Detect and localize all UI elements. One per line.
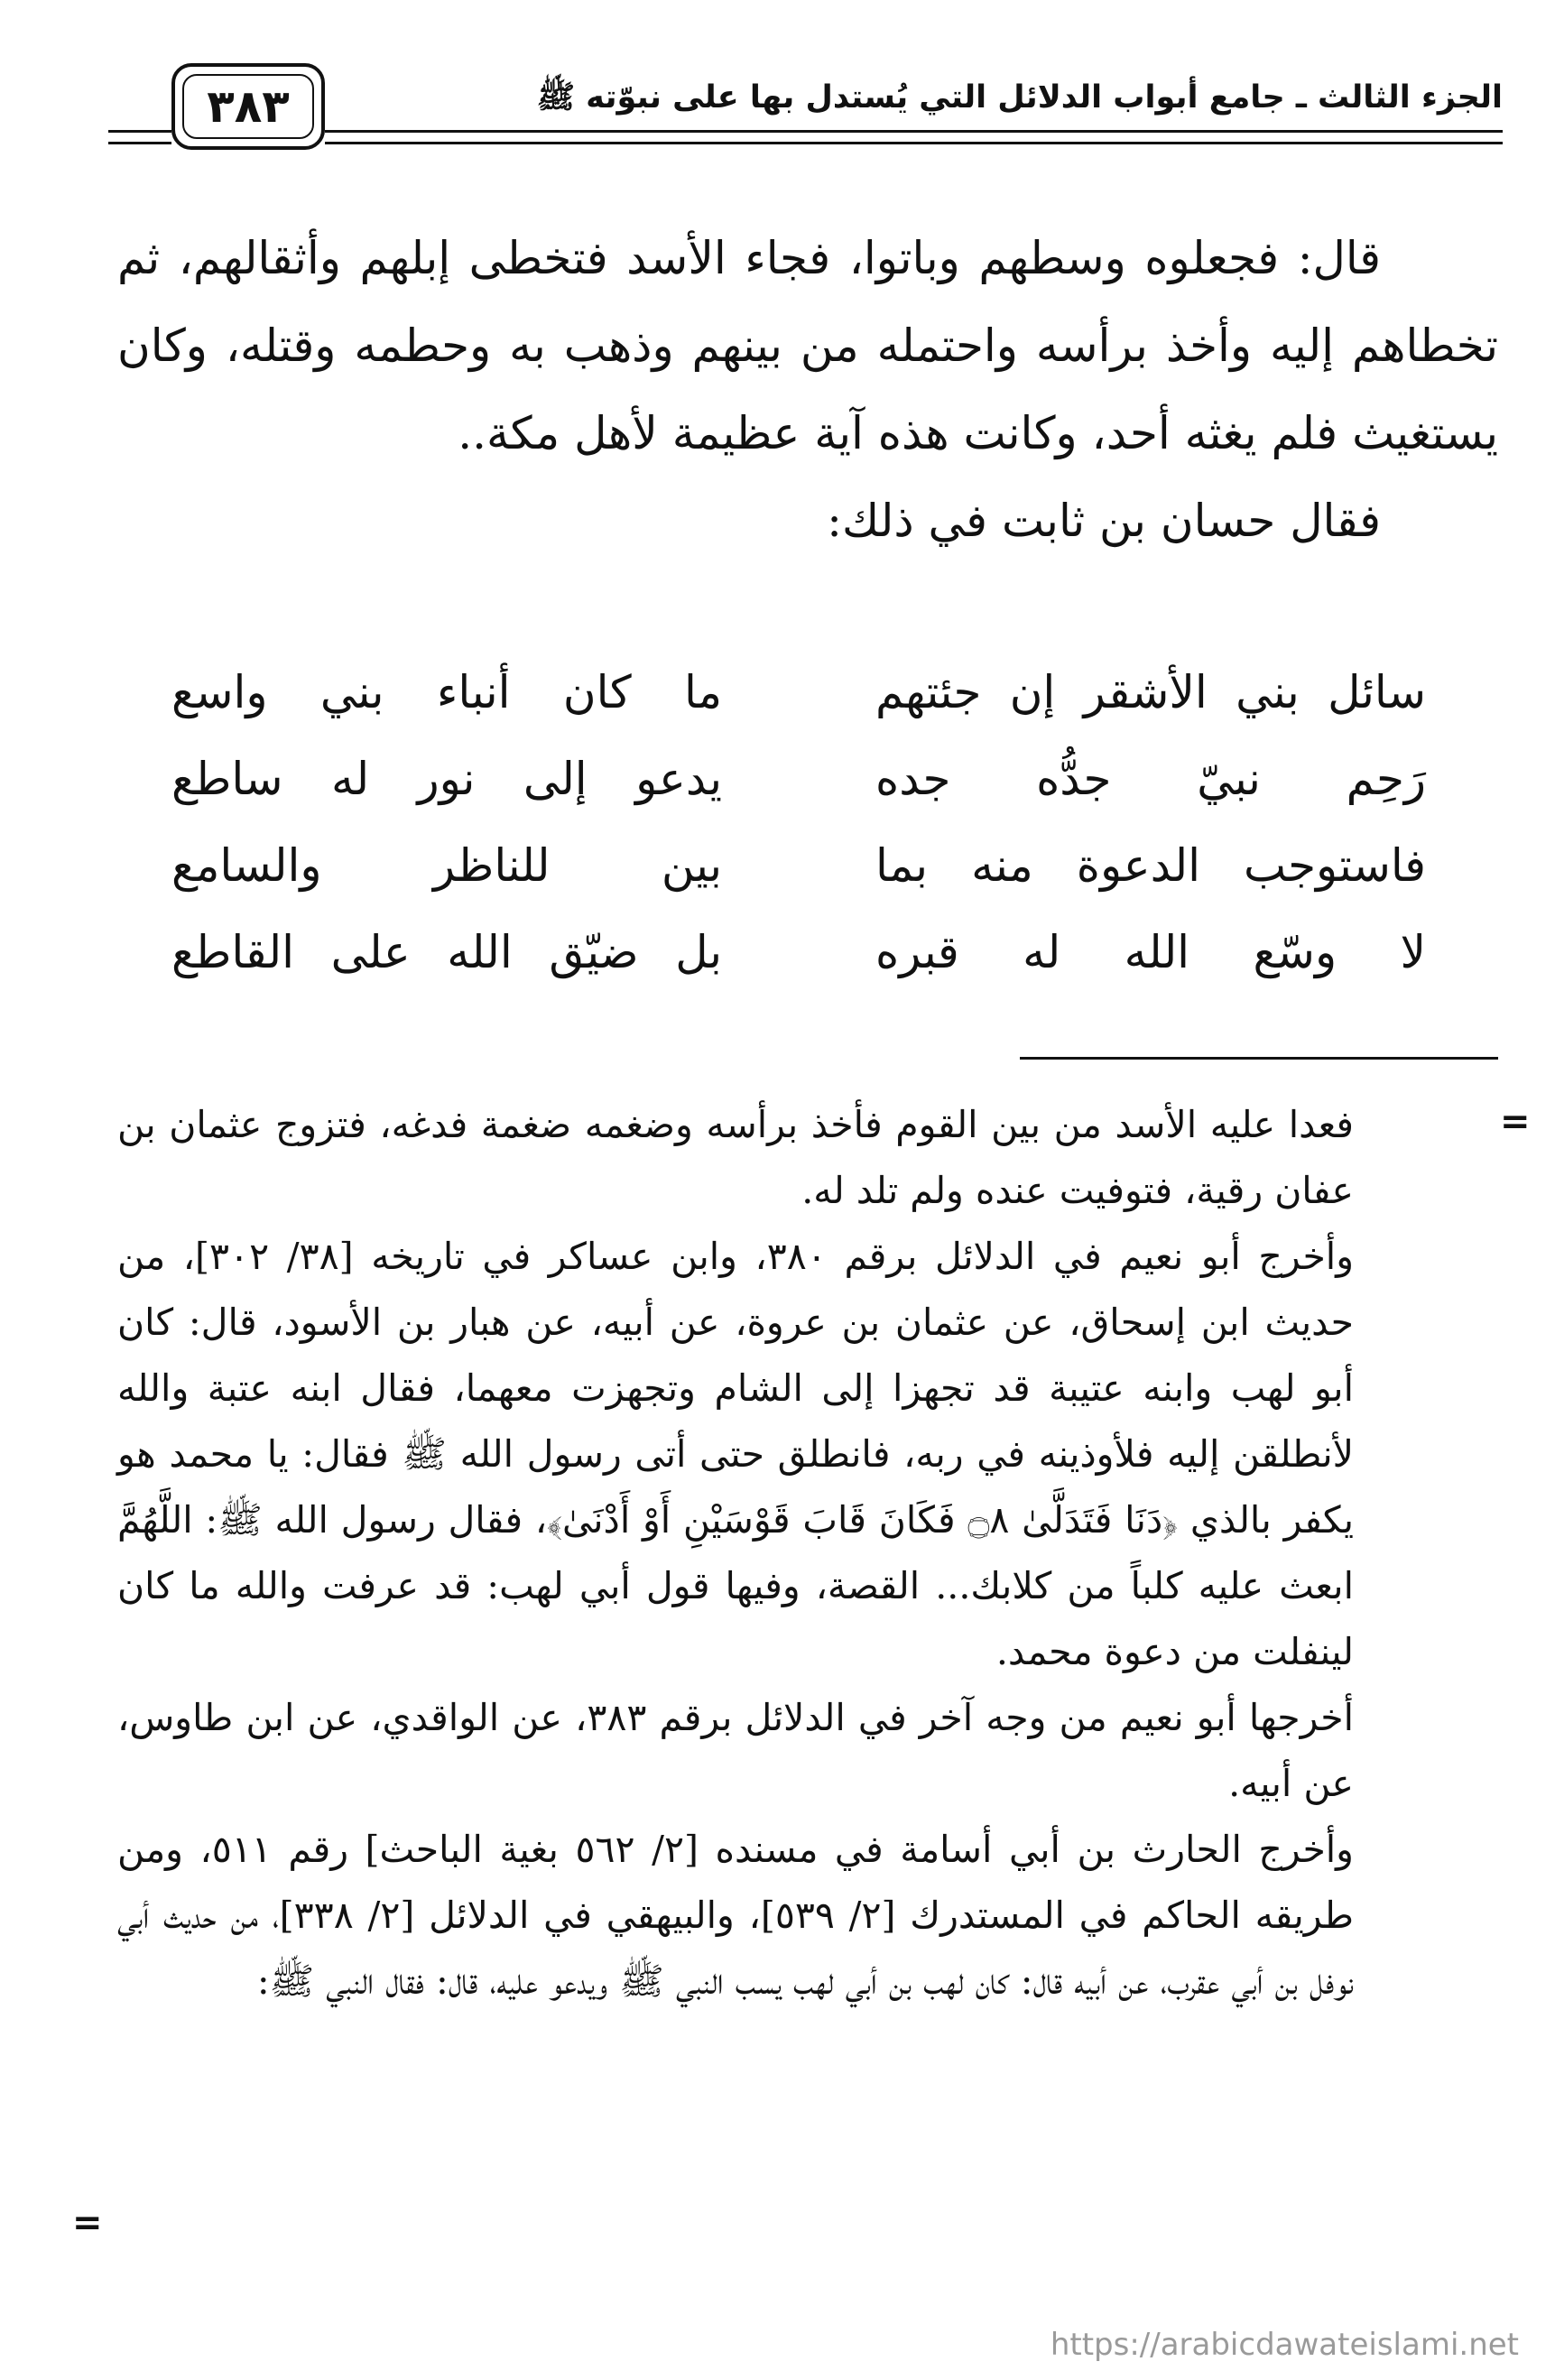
footnote-continuation-mark-bottom: = <box>72 2202 103 2244</box>
running-title: الجزء الثالث ـ جامع أبواب الدلائل التي يُستدل بها على نبوّته ﷺ <box>536 79 1503 116</box>
footnote-paragraph: وأخرج الحارث بن أبي أسامة في مسنده [٢/ ٥٦٢ بغية الباحث] رقم ٥١١، ومن طريقه الحاكم في المستدرك [٢/ ٥٣٩]، والبيهقي في الدلائل [٢/ ٣٣٨]، من حديث أبي نوفل بن أبي عقرب، عن أبيه قال: كان لهب بن أبي لهب يسب النبي ﷺ ويدعو عليه، قال: فقال النبي ﷺ: <box>117 1828 1354 2003</box>
footnote-paragraph: أخرجها أبو نعيم من وجه آخر في الدلائل برقم ٣٨٣، عن الواقدي، عن ابن طاوس، عن أبيه. <box>117 1696 1354 1805</box>
poem-verse <box>171 666 1426 753</box>
footnote-separator <box>1020 1057 1498 1060</box>
main-paragraph: قال: فجعلوه وسطهم وباتوا، فجاء الأسد فتخطى إبلهم وأثقالهم، ثم تخطاهم إليه وأخذ برأسه واحتمله من بينهم وذهب به وحطمه وقتله، وكان يستغيث فلم يغثه أحد، وكانت هذه آية عظيمة لأهل مكة.. <box>117 232 1498 459</box>
poem <box>171 666 1426 1013</box>
page-number: ٣٨٣ <box>182 74 314 139</box>
poem-verse <box>171 839 1426 926</box>
verse-first-half: لا وسّع الله له قبره <box>875 926 1426 978</box>
page-number-frame <box>171 63 325 150</box>
verse-second-half: بل ضيّق الله على القاطع <box>171 926 722 978</box>
verse-second-half: ما كان أنباء بني واسع <box>171 666 722 718</box>
footnote-continuation-mark-top: = <box>1500 1101 1531 1143</box>
watermark-url: https://arabicdawateislami.net <box>1050 2327 1519 2363</box>
poem-verse <box>171 926 1426 1013</box>
main-text <box>117 215 1498 565</box>
header-rule <box>325 130 1503 144</box>
verse-first-half: رَحِم نبيّ جدُّه جده <box>875 753 1426 805</box>
poem-verse <box>171 753 1426 839</box>
page-header <box>108 58 1503 157</box>
verse-first-half: سائل بني الأشقر إن جئتهم <box>875 666 1426 718</box>
footnote-paragraph: وأخرج أبو نعيم في الدلائل برقم ٣٨٠، وابن عساكر في تاريخه [٣٨/ ٣٠٢]، من حديث ابن إسحاق، عن عثمان بن عروة، عن أبيه، عن هبار بن الأسود، قال: كان أبو لهب وابنه عتيبة قد تجهزا إلى الشام وتجهزت معهما، فقال ابنه عتبة والله لأنطلقن إليه فلأوذينه في ربه، فانطلق حتى أتى رسول الله ﷺ فقال: يا محمد هو يكفر بالذي ﴿دَنَا فَتَدَلَّىٰ ۝٨ فَكَانَ قَابَ قَوْسَيْنِ أَوْ أَدْنَىٰ﴾، فقال رسول الله ﷺ: اللَّهُمَّ ابعث عليه كلباً من كلابك... القصة، وفيها قول أبي لهب: قد عرفت والله ما كان لينفلت من دعوة محمد. <box>117 1235 1354 1673</box>
footnote-paragraph: فعدا عليه الأسد من بين القوم فأخذ برأسه وضغمه ضغمة فدغه، فتزوج عثمان بن عفان رقية، فتوفيت عنده ولم تلد له. <box>117 1103 1354 1212</box>
verse-second-half: بين للناظر والسامع <box>171 839 722 892</box>
header-rule-left <box>108 130 171 144</box>
verse-second-half: يدعو إلى نور له ساطع <box>171 753 722 805</box>
footnotes <box>117 1092 1354 2014</box>
verse-first-half: فاستوجب الدعوة منه بما <box>875 839 1426 892</box>
poem-intro: فقال حسان بن ثابت في ذلك: <box>827 495 1381 547</box>
